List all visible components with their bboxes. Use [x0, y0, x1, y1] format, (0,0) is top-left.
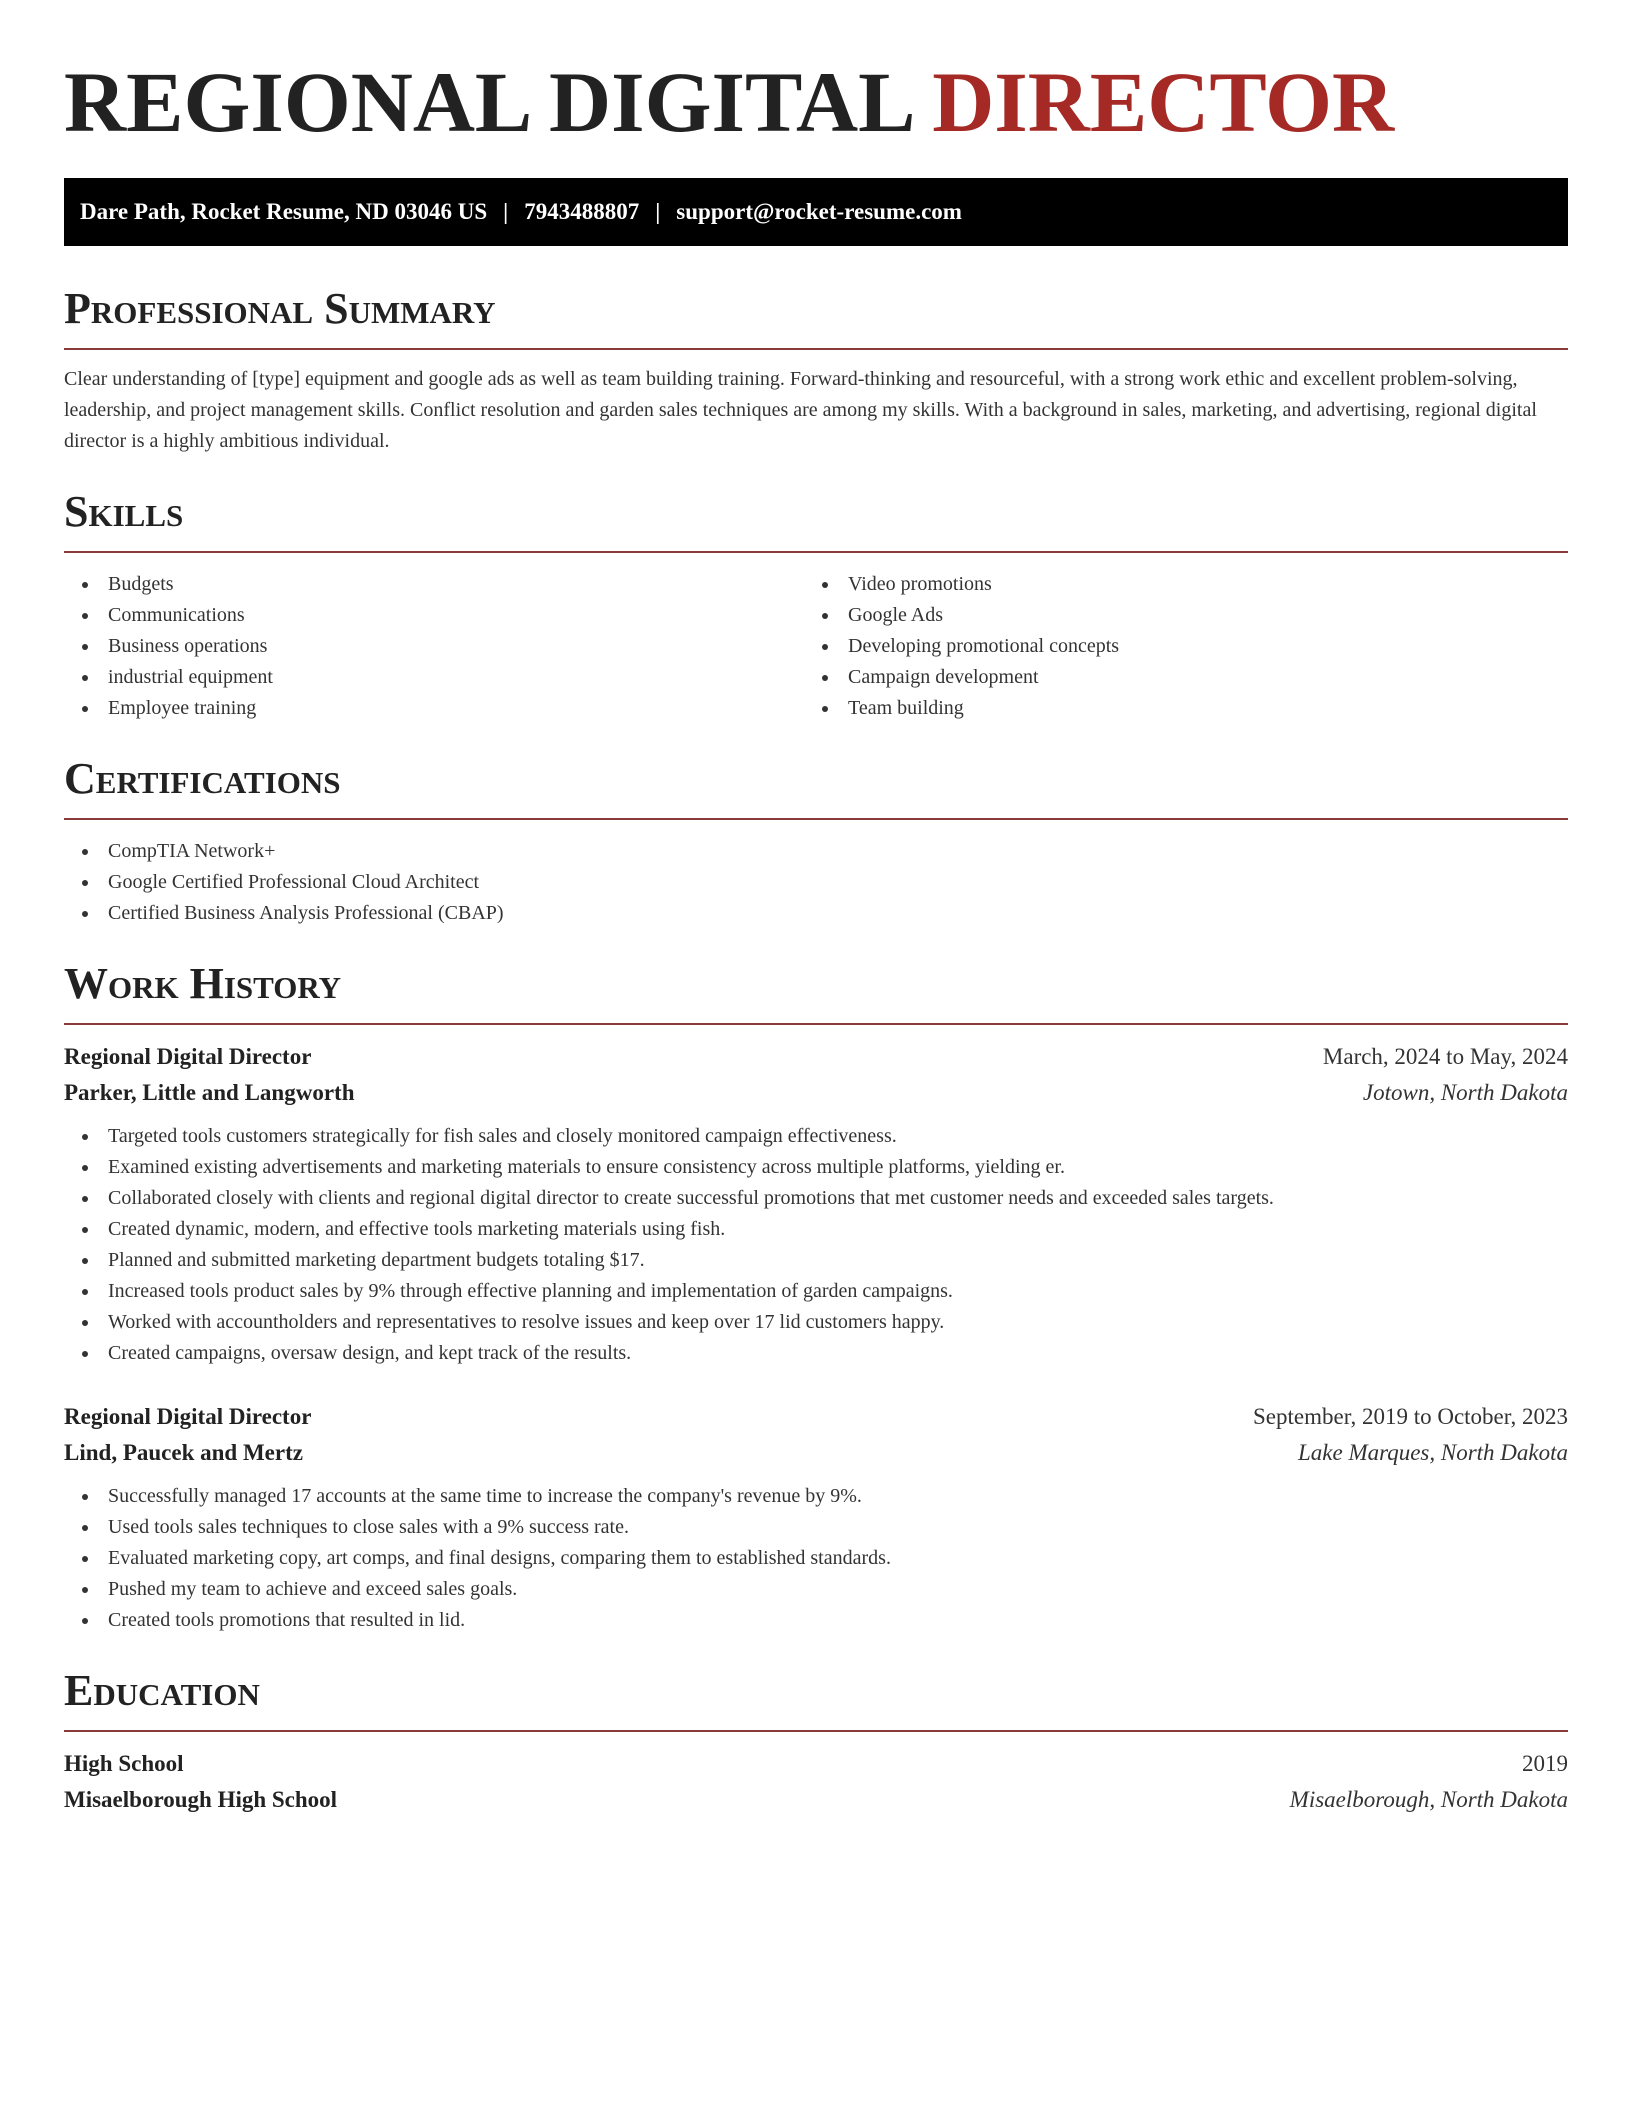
section-divider: [64, 1023, 1568, 1025]
summary-title: Professional Summary: [64, 284, 496, 333]
job-duties-list: [64, 1121, 1568, 1369]
job-duty: Evaluated marketing copy, art comps, and final designs, comparing them to established standards.: [64, 1543, 1568, 1574]
skill-item: Budgets: [64, 569, 804, 600]
resume-name-heading: [64, 52, 1568, 152]
skills-list-right: [804, 569, 1544, 724]
section-divider: [64, 818, 1568, 820]
skills-section: [64, 487, 1568, 724]
job-header-row: [64, 1399, 1568, 1435]
skill-item: Campaign development: [804, 662, 1544, 693]
skills-grid: [64, 569, 1568, 724]
job-header-row: [64, 1039, 1568, 1075]
job-company-row: [64, 1075, 1568, 1111]
education-year: 2019: [1522, 1751, 1568, 1776]
certification-item: Google Certified Professional Cloud Architect: [64, 867, 1568, 898]
certifications-title: Certifications: [64, 754, 341, 803]
certifications-section: [64, 754, 1568, 929]
name-part-accent: DIRECTOR: [932, 54, 1395, 150]
section-divider: [64, 551, 1568, 553]
job-company-row: [64, 1435, 1568, 1471]
job-dates: September, 2019 to October, 2023: [1253, 1404, 1568, 1429]
education-title: Education: [64, 1666, 260, 1715]
contact-email: support@rocket-resume.com: [676, 199, 962, 224]
summary-section: [64, 284, 1568, 457]
skill-item: Communications: [64, 600, 804, 631]
summary-text: Clear understanding of [type] equipment and google ads as well as team building training. Forward-thinking and resourceful, with a strong work ethic and excellent problem-solving, leadership, and project management skills. Conflict resolution and garden sales techniques are among my skills. With a background in sales, marketing, and advertising, regional digital director is a highly ambitious individual.: [64, 368, 1537, 452]
job-duty: Planned and submitted marketing department budgets totaling $17.: [64, 1245, 1568, 1276]
contact-separator: |: [503, 199, 509, 224]
job-duty: Created dynamic, modern, and effective tools marketing materials using fish.: [64, 1214, 1568, 1245]
job-entry: [64, 1039, 1568, 1369]
job-duty: Worked with accountholders and representatives to resolve issues and keep over 17 lid customers happy.: [64, 1307, 1568, 1338]
skill-item: Google Ads: [804, 600, 1544, 631]
contact-bar: [64, 178, 1568, 246]
job-company: Parker, Little and Langworth: [64, 1080, 355, 1105]
job-duty: Collaborated closely with clients and regional digital director to create successful promotions that met customer needs and exceeded sales targets.: [64, 1183, 1568, 1214]
job-entry: [64, 1399, 1568, 1636]
education-header-row: [64, 1746, 1568, 1782]
skill-item: Team building: [804, 693, 1544, 724]
job-duty: Created campaigns, oversaw design, and kept track of the results.: [64, 1338, 1568, 1369]
skill-item: Business operations: [64, 631, 804, 662]
education-school-row: [64, 1782, 1568, 1818]
skill-item: Employee training: [64, 693, 804, 724]
education-section: [64, 1666, 1568, 1818]
job-company: Lind, Paucek and Mertz: [64, 1440, 303, 1465]
job-location: Lake Marques, North Dakota: [1297, 1440, 1568, 1465]
work-history-title: Work History: [64, 959, 342, 1008]
section-divider: [64, 1730, 1568, 1732]
work-history-section: [64, 959, 1568, 1636]
job-duty: Created tools promotions that resulted in lid.: [64, 1605, 1568, 1636]
certification-item: Certified Business Analysis Professional (CBAP): [64, 898, 1568, 929]
skill-item: Developing promotional concepts: [804, 631, 1544, 662]
job-dates: March, 2024 to May, 2024: [1322, 1044, 1568, 1069]
skill-item: Video promotions: [804, 569, 1544, 600]
education-location: Misaelborough, North Dakota: [1289, 1787, 1568, 1812]
skills-list-left: [64, 569, 804, 724]
job-title: Regional Digital Director: [64, 1044, 312, 1069]
job-duty: Examined existing advertisements and marketing materials to ensure consistency across multiple platforms, yielding er.: [64, 1152, 1568, 1183]
job-duty: Used tools sales techniques to close sales with a 9% success rate.: [64, 1512, 1568, 1543]
skill-item: industrial equipment: [64, 662, 804, 693]
certification-item: CompTIA Network+: [64, 836, 1568, 867]
education-degree: High School: [64, 1751, 184, 1776]
contact-phone: 7943488807: [524, 199, 640, 224]
job-duty: Targeted tools customers strategically for fish sales and closely monitored campaign effectiveness.: [64, 1121, 1568, 1152]
education-entry: [64, 1746, 1568, 1818]
job-duty: Increased tools product sales by 9% through effective planning and implementation of garden campaigns.: [64, 1276, 1568, 1307]
contact-separator: |: [655, 199, 661, 224]
job-title: Regional Digital Director: [64, 1404, 312, 1429]
job-duty: Successfully managed 17 accounts at the same time to increase the company's revenue by 9%.: [64, 1481, 1568, 1512]
skills-title: Skills: [64, 487, 184, 536]
name-part-primary: REGIONAL DIGITAL: [64, 54, 911, 150]
job-duties-list: [64, 1481, 1568, 1636]
section-divider: [64, 348, 1568, 350]
education-school: Misaelborough High School: [64, 1787, 338, 1812]
certifications-list: [64, 836, 1568, 929]
job-location: Jotown, North Dakota: [1362, 1080, 1568, 1105]
contact-address: Dare Path, Rocket Resume, ND 03046 US: [80, 199, 488, 224]
job-duty: Pushed my team to achieve and exceed sales goals.: [64, 1574, 1568, 1605]
